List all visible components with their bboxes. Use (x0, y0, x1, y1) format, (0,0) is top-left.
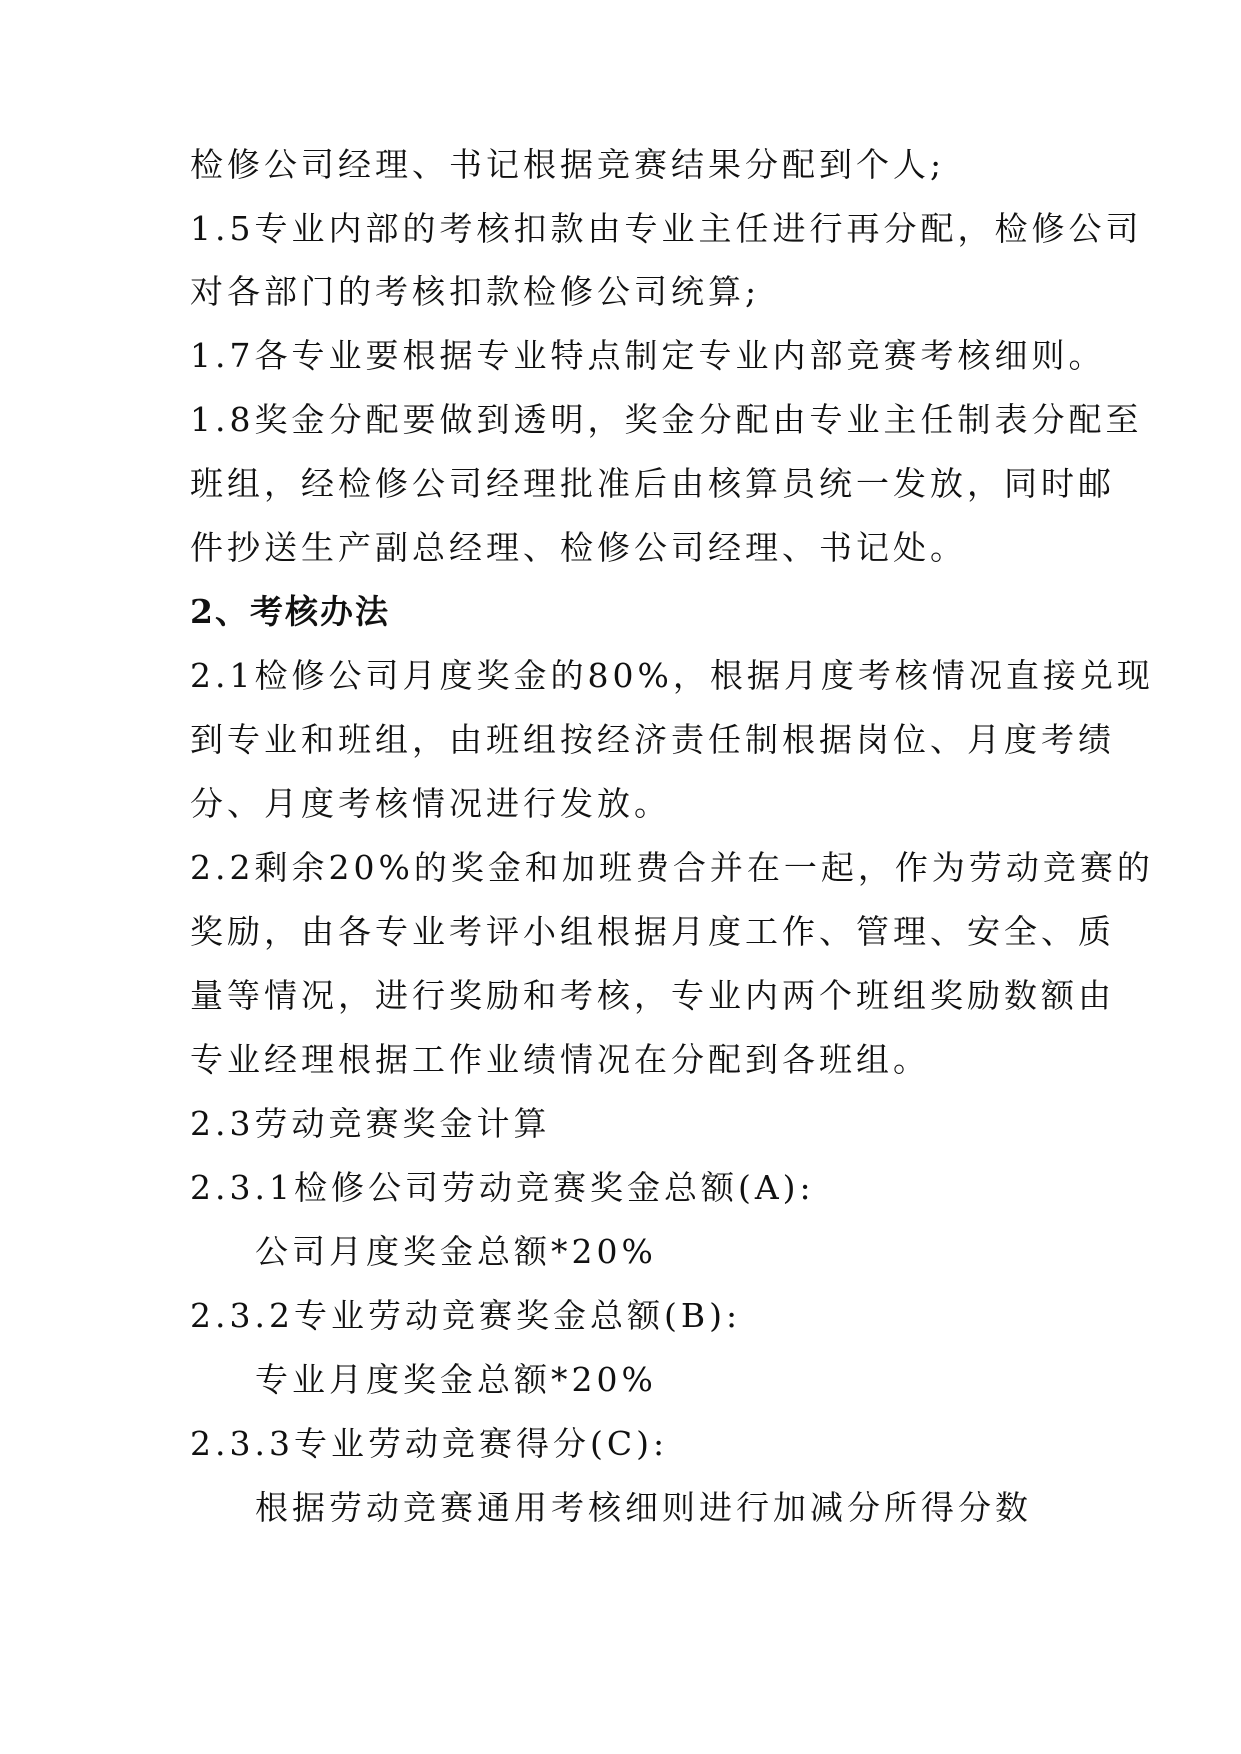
text-line: 到专业和班组，由班组按经济责任制根据岗位、月度考绩 (190, 720, 1115, 759)
text-line: 2.3.2专业劳动竞赛奖金总额(B): (190, 1296, 742, 1335)
text-line: 奖励，由各专业考评小组根据月度工作、管理、安全、质 (190, 912, 1115, 951)
text-line: 班组，经检修公司经理批准后由核算员统一发放，同时邮 (190, 464, 1115, 503)
text-line: 1.8奖金分配要做到透明，奖金分配由专业主任制表分配至 (190, 400, 1143, 439)
formula-line: 专业月度奖金总额*20% (255, 1360, 657, 1399)
text-line: 2.3.3专业劳动竞赛得分(C): (190, 1424, 669, 1463)
text-line: 对各部门的考核扣款检修公司统算; (190, 272, 761, 311)
section-heading: 2、考核办法 (190, 592, 390, 631)
text-line: 检修公司经理、书记根据竞赛结果分配到个人; (190, 145, 946, 184)
text-line: 1.7各专业要根据专业特点制定专业内部竞赛考核细则。 (190, 336, 1106, 375)
text-line: 量等情况，进行奖励和考核，专业内两个班组奖励数额由 (190, 976, 1115, 1015)
text-line: 2.3.1检修公司劳动竞赛奖金总额(A): (190, 1168, 815, 1207)
formula-line: 根据劳动竞赛通用考核细则进行加减分所得分数 (255, 1488, 1032, 1527)
formula-line: 公司月度奖金总额*20% (255, 1232, 657, 1271)
text-line: 1.5专业内部的考核扣款由专业主任进行再分配，检修公司 (190, 209, 1143, 248)
text-line: 件抄送生产副总经理、检修公司经理、书记处。 (190, 528, 967, 567)
text-line: 2.3劳动竞赛奖金计算 (190, 1104, 551, 1143)
text-line: 分、月度考核情况进行发放。 (190, 784, 671, 823)
text-line: 专业经理根据工作业绩情况在分配到各班组。 (190, 1040, 930, 1079)
text-line: 2.1检修公司月度奖金的80%，根据月度考核情况直接兑现 (190, 656, 1154, 695)
text-line: 2.2剩余20%的奖金和加班费合并在一起，作为劳动竞赛的 (190, 848, 1154, 887)
